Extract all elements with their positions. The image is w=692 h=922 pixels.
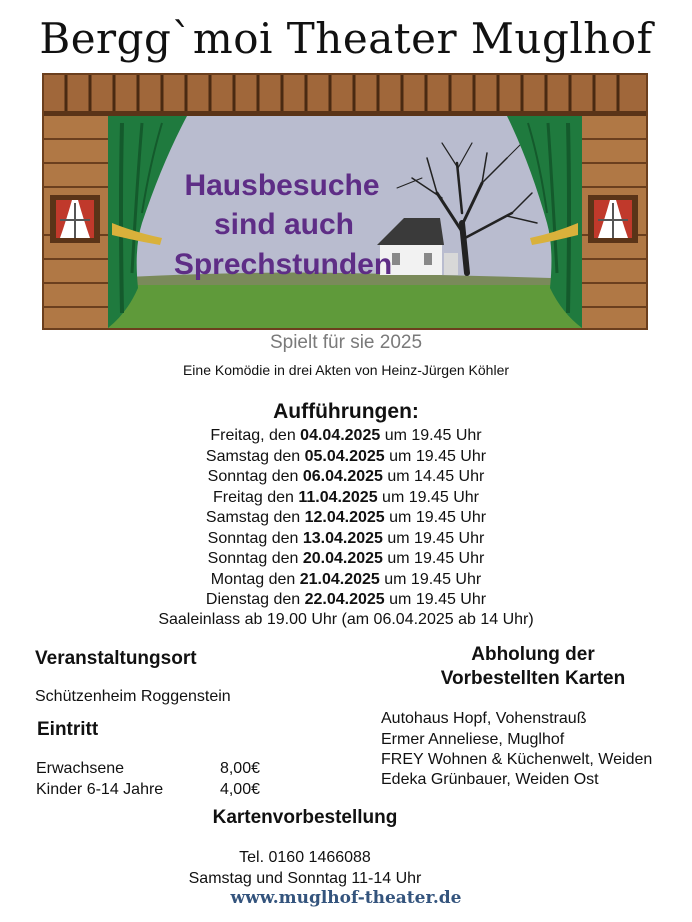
performance-time: um 19.45 Uhr	[384, 448, 487, 465]
booking-hours: Samstag und Sonntag 11-14 Uhr	[188, 870, 422, 887]
performance-time: um 19.45 Uhr	[382, 530, 485, 547]
performance-day: Sonntag den	[207, 530, 303, 547]
website-link[interactable]: www.muglhof-theater.de	[230, 888, 462, 908]
performance-day: Freitag, den	[210, 427, 301, 444]
performance-row	[0, 549, 692, 569]
performance-day: Sonntag den	[207, 550, 303, 567]
performance-date: 05.04.2025	[304, 448, 385, 465]
performances-heading: Aufführungen:	[273, 400, 419, 423]
performance-day: Samstag den	[205, 448, 305, 465]
performance-date: 21.04.2025	[299, 571, 380, 588]
price-label-adults: Erwachsene	[36, 760, 125, 777]
performance-row	[0, 467, 692, 487]
performance-day: Montag den	[210, 571, 300, 588]
play-subtitle: Eine Komödie in drei Akten von Heinz-Jürgen Köhler	[182, 362, 510, 378]
play-title-line-1: Hausbesuche	[184, 169, 380, 202]
performance-row	[0, 426, 692, 446]
doors-open-note: Saaleinlass ab 19.00 Uhr (am 06.04.2025 ab 14 Uhr)	[158, 611, 534, 628]
performance-time: um 19.45 Uhr	[382, 550, 485, 567]
price-value-children: 4,00€	[219, 781, 260, 798]
pickup-location: Autohaus Hopf, Vohenstrauß	[381, 710, 587, 727]
stage-illustration	[42, 73, 648, 330]
performance-time: um 14.45 Uhr	[382, 468, 485, 485]
performance-date: 06.04.2025	[302, 468, 383, 485]
booking-phone: Tel. 0160 1466088	[239, 849, 371, 866]
poster-title: Bergg`moi Theater Muglhof	[39, 14, 653, 63]
performance-time: um 19.45 Uhr	[379, 571, 482, 588]
performance-row	[0, 529, 692, 549]
price-value-adults: 8,00€	[219, 760, 260, 777]
play-title-line-3: Sprechstunden	[173, 248, 393, 281]
venue-name: Schützenheim Roggenstein	[35, 688, 231, 705]
performance-row	[0, 447, 692, 467]
performance-row	[0, 508, 692, 528]
performance-time: um 19.45 Uhr	[384, 509, 487, 526]
performance-date: 13.04.2025	[302, 530, 383, 547]
performance-date: 20.04.2025	[302, 550, 383, 567]
wood-top-beam	[44, 75, 646, 116]
admission-heading: Eintritt	[37, 719, 99, 740]
performance-day: Freitag den	[213, 489, 299, 506]
performance-day: Samstag den	[205, 509, 305, 526]
performance-row	[0, 570, 692, 590]
performance-row	[0, 488, 692, 508]
window-left	[50, 195, 100, 243]
performance-date: 04.04.2025	[300, 427, 381, 444]
performance-time: um 19.45 Uhr	[384, 591, 487, 608]
season-line: Spielt für sie 2025	[269, 332, 423, 353]
pickup-heading-line-1: Abholung der	[471, 644, 595, 665]
performance-time: um 19.45 Uhr	[377, 489, 479, 506]
pickup-heading-line-2: Vorbestellten Karten	[440, 668, 626, 689]
performance-row	[0, 590, 692, 610]
performance-date: 22.04.2025	[304, 591, 385, 608]
play-title-line-2: sind auch	[213, 208, 355, 241]
grass-backdrop	[108, 285, 582, 328]
performance-date: 11.04.2025	[298, 489, 378, 506]
venue-heading: Veranstaltungsort	[35, 648, 197, 669]
performance-day: Dienstag den	[205, 591, 305, 608]
window-right	[588, 195, 638, 243]
pickup-location: Edeka Grünbauer, Weiden Ost	[381, 771, 599, 788]
pickup-location: Ermer Anneliese, Muglhof	[381, 731, 565, 748]
performance-time: um 19.45 Uhr	[380, 427, 482, 444]
booking-heading: Kartenvorbestellung	[212, 807, 398, 828]
price-label-children: Kinder 6-14 Jahre	[36, 781, 164, 798]
pickup-location: FREY Wohnen & Küchenwelt, Weiden	[381, 751, 653, 768]
performance-day: Sonntag den	[207, 468, 303, 485]
performance-date: 12.04.2025	[304, 509, 385, 526]
